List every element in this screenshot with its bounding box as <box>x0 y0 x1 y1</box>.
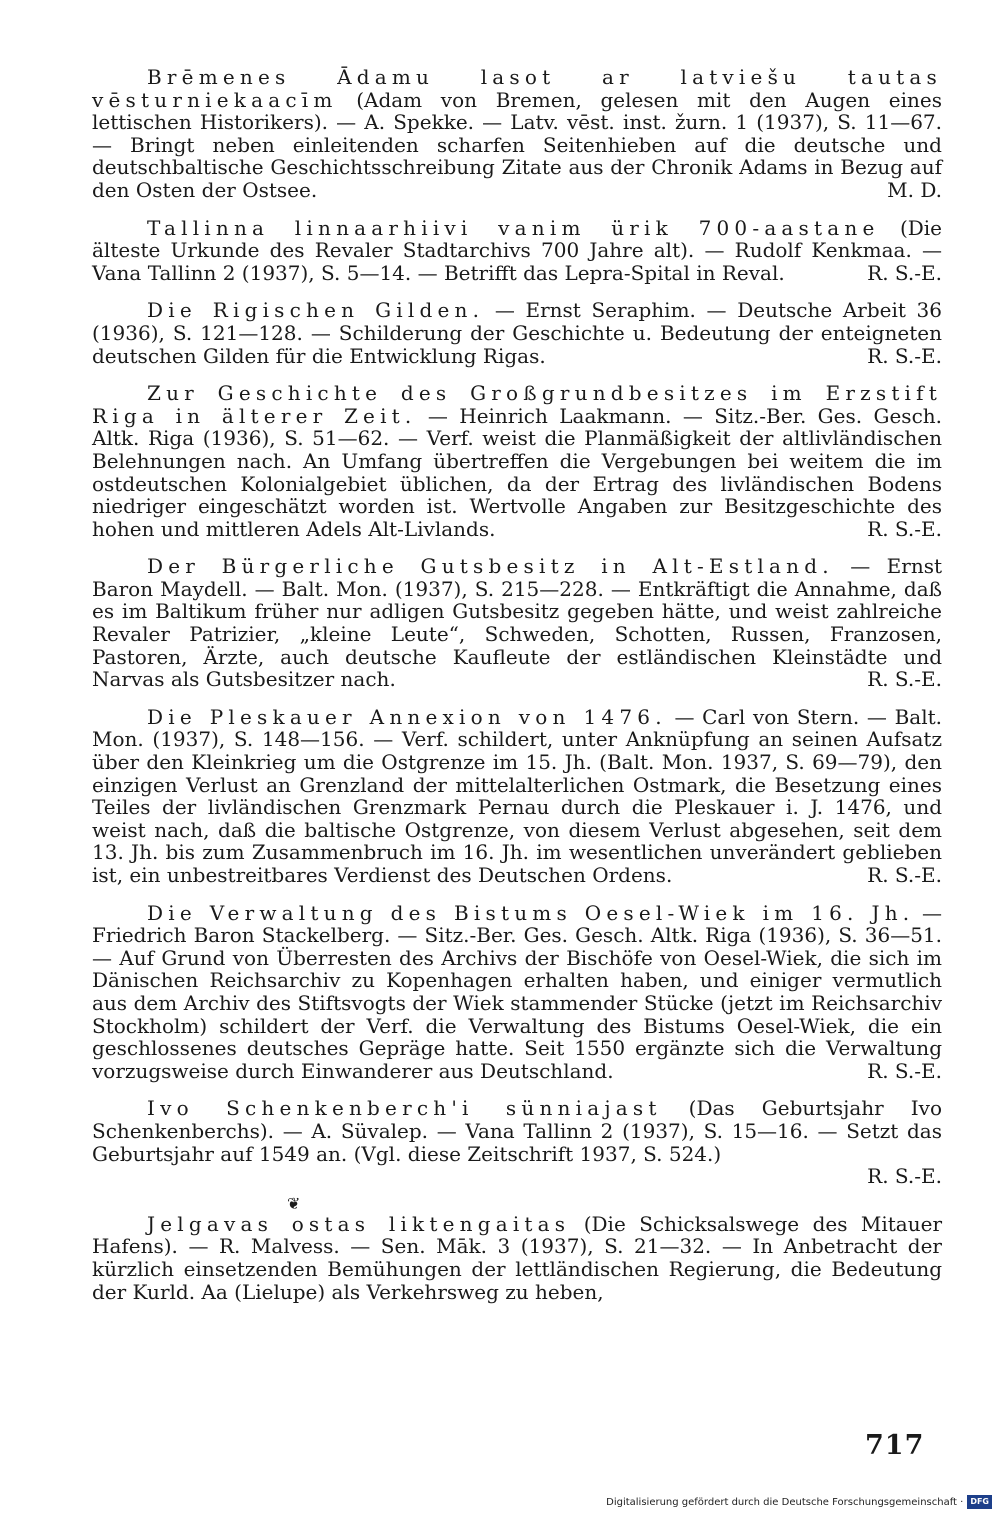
bibliography-entry <box>92 382 942 540</box>
entry-body: — Carl von Stern. — Balt. Mon. (1937), S. 148—156. — Verf. schildert, unter Anknüpfung an seinen Aufsatz über den Kleinkrieg um die Ostgrenze im 15. Jh. (Balt. Mon. 1937, S. 69—79), den einzigen Verlust an Grenzland der mittelalterlichen Ostmark, die Besetzung eines Teiles der livländischen Grenzmark Pernau durch die Pleskauer i. J. 1476, und weist nach, daß die baltische Ostgrenze, von diesem Verlust abgesehen, seit dem 13. Jh. bis zum Zusammenbruch im 16. Jh. im wesentlichen unverändert geblieben ist, ein unbestreitbares Verdienst des Deutschen Ordens. <box>92 704 942 887</box>
ornament-icon: ❦ <box>287 1193 301 1213</box>
entry-body: — Friedrich Baron Stackelberg. — Sitz.-Ber. Ges. Gesch. Altk. Riga (1936), S. 36—51. — Auf Grund von Überresten des Archivs der Bischöfe von Oesel-Wiek, die sich im Dänischen Reichsarchiv zu Kopenhagen erhalten haben, und einiger vermutlich aus dem Archiv des Stiftsvogts der Wiek stammender Stücke (jetzt im Reichsarchiv Stockholm) schildert der Verf. die Verwaltung des Bistums Oesel-Wiek, die ein geschlossenes deutsches Gepräge hatte. Seit 1550 ergänzte sich die Verwaltung vorzugsweise durch Einwanderer aus Deutschland. <box>92 900 942 1083</box>
bibliography-entry <box>92 706 942 887</box>
bibliography-entry <box>92 555 942 691</box>
entry-title: Die Pleskauer Annexion von 1476. <box>147 704 667 729</box>
bibliography-entry <box>92 1097 942 1187</box>
entry-title: Die Rigischen Gilden. <box>147 298 485 323</box>
dfg-logo-icon: DFG <box>967 1495 992 1509</box>
entry-title: Ivo Schenkenberch'i sünniajast <box>147 1096 662 1121</box>
entry-title: Die Verwaltung des Bistums Oesel-Wiek im 16. Jh. <box>147 900 915 925</box>
bibliography-entry <box>92 299 942 367</box>
entry-signature: R. S.-E. <box>867 863 942 887</box>
entry-title: Brēmenes Ādamu lasot ar latviešu tautas vēsturniekaacīm <box>92 65 942 112</box>
entry-title: Der Bürgerliche Gutsbesitz in Alt-Estland. <box>147 554 834 579</box>
bibliography-entry <box>92 902 942 1083</box>
bibliography-entry <box>92 66 942 202</box>
entry-signature: R. S.-E. <box>867 667 942 692</box>
entry-title: Zur Geschichte des Großgrundbesitzes im Erzstift Riga in älterer Zeit. <box>92 381 942 428</box>
entry-signature: R. S.-E. <box>867 260 942 285</box>
entry-signature: R. S.-E. <box>867 516 942 541</box>
bibliography-entry <box>92 1213 942 1303</box>
entry-title: Tallinna linnaarhiivi vanim ürik 700-aastane <box>147 215 880 240</box>
entry-signature: R. S.-E. <box>867 1058 942 1083</box>
entry-body: — Ernst Seraphim. — Deutsche Arbeit 36 (1936), S. 121—128. — Schilderung der Geschichte u. Bedeutung der enteigneten deutschen Gilden für die Entwicklung Rigas. <box>92 298 943 368</box>
entry-signature: M. D. <box>887 177 942 202</box>
entry-body: (Adam von Bremen, gelesen mit den Augen eines lettischen Historikers). — A. Spekke. — Latv. vēst. inst. žurn. 1 (1937), S. 11—67. — Bringt neben einleitenden scharfen Seitenhieben auf die deutsche und deutschbaltische Geschichtsschreibung Zitate aus der Chronik Adams in Bezug auf den Osten der Ostsee. <box>92 87 942 202</box>
entry-body: — Heinrich Laakmann. — Sitz.-Ber. Ges. Gesch. Altk. Riga (1936), S. 51—62. — Verf. weist die Planmäßigkeit der altlivländischen Belehnungen nach. An Umfang übertreffen die Vergebungen bei weitem die im ostdeutschen Kolonialgebiet üblichen, da der Ertrag des livländischen Bodens niedriger eingeschätzt worden ist. Wertvolle Angaben zur Besitzgeschichte des hohen und mittleren Adels Alt-Livlands. <box>92 403 943 541</box>
entry-body: (Die Schicksalswege des Mitauer Hafens). — R. Malvess. — Sen. Māk. 3 (1937), S. 21—32. — In Anbetracht der kürzlich einsetzenden Bemühungen der lettländischen Regierung, die Bedeutung der Kurld. Aa (Lielupe) als Verkehrsweg zu heben, <box>92 1211 943 1304</box>
entry-signature: R. S.-E. <box>867 1164 942 1189</box>
bibliography-entry <box>92 217 942 285</box>
page-number: 717 <box>865 1430 925 1461</box>
footer-credit <box>606 1495 992 1509</box>
entry-signature: R. S.-E. <box>867 343 942 368</box>
entry-body: — Ernst Baron Maydell. — Balt. Mon. (1937), S. 215—228. — Entkräftigt die Annahme, daß es im Baltikum früher nur adligen Gutsbesitz gegeben hätte, und weist zahlreiche Revaler Patrizier, „kleine Leute“, Schweden, Schotten, Russen, Franzosen, Pastoren, Ärzte, auch deutsche Kaufleute der estländischen Kleinstädte und Narvas als Gutsbesitzer nach. <box>92 554 943 692</box>
entry-body: (Die älteste Urkunde des Revaler Stadtarchivs 700 Jahre alt). — Rudolf Kenkmaa. — Vana Tallinn 2 (1937), S. 5—14. — Betrifft das Lepra-Spital in Reval. <box>92 215 943 285</box>
entry-body: (Das Geburtsjahr Ivo Schenkenberchs). — A. Süvalep. — Vana Tallinn 2 (1937), S. 15—16. — Setzt das Geburtsjahr auf 1549 an. (Vgl. diese Zeitschrift 1937, S. 524.) <box>92 1096 943 1166</box>
footer-text: Digitalisierung gefördert durch die Deutsche Forschungsgemeinschaft · <box>606 1496 964 1508</box>
document-page <box>92 66 942 1318</box>
entry-title: Jelgavas ostas liktengaitas <box>147 1211 571 1236</box>
